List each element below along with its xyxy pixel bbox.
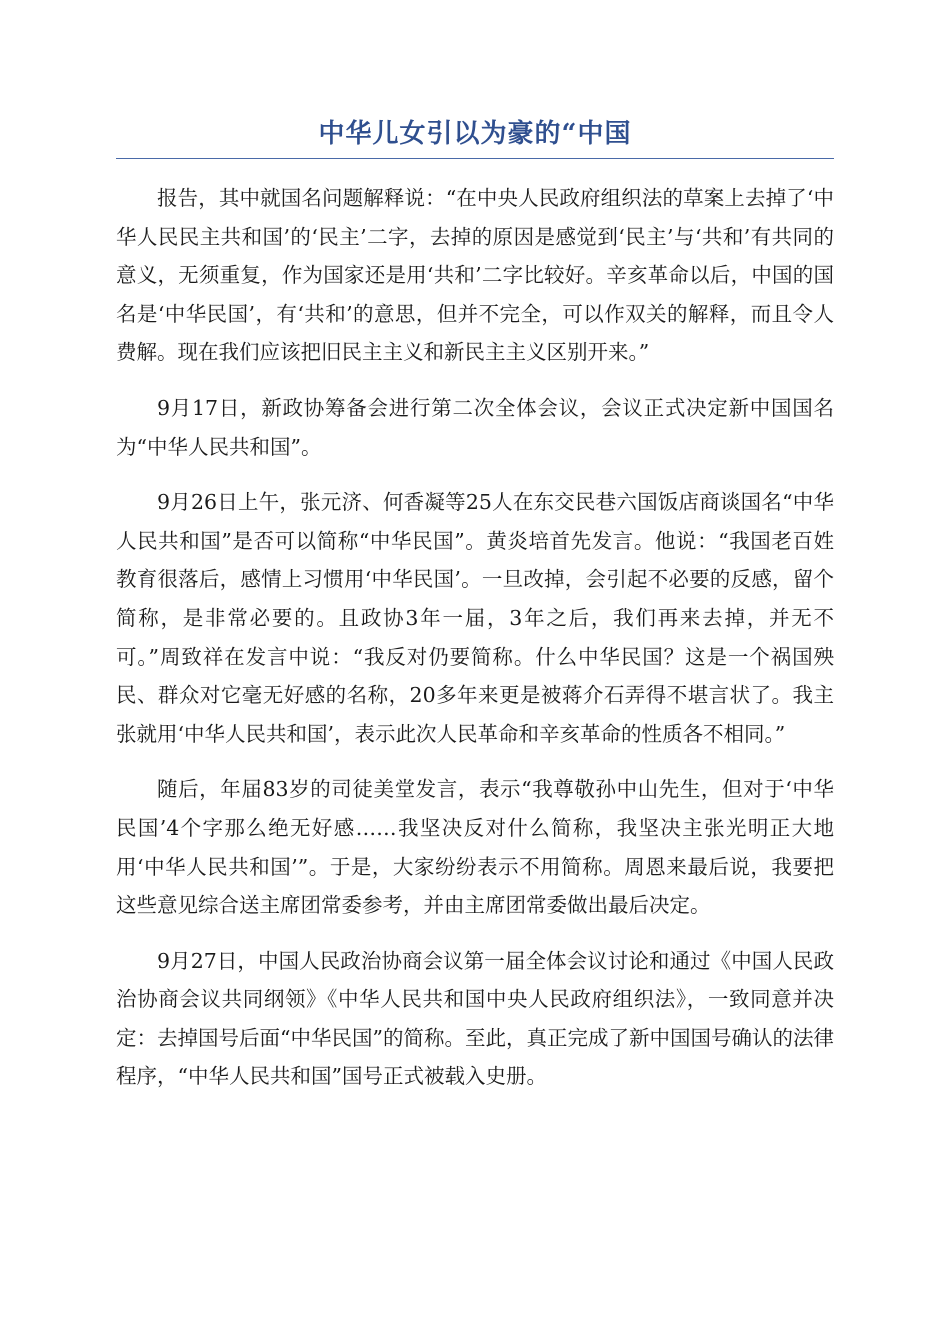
paragraph-1: 报告，其中就国名问题解释说：“在中央人民政府组织法的草案上去掉了‘中华人民民主共和国’的‘民主’二字，去掉的原因是感觉到‘民主’与‘共和’有共同的意义，无须重复，作为国家还是用‘共和’二字比较好。辛亥革命以后，中国的国名是‘中华民国’，有‘共和’的意思，但并不完全，可以作双关的解释，而且令人费解。现在我们应该把旧民主主义和新民主主义区别开来。” — [116, 186, 834, 365]
document-page — [116, 112, 834, 1113]
title-underline — [116, 158, 834, 159]
paragraph-4: 随后，年届83岁的司徒美堂发言，表示“我尊敬孙中山先生，但对于‘中华民国’4个字那么绝无好感……我坚决反对什么简称，我坚决主张光明正大地用‘中华人民共和国’”。于是，大家纷纷表示不用简称。周恩来最后说，我要把这些意见综合送主席团常委参考，并由主席团常委做出最后决定。 — [116, 777, 834, 918]
document-title: 中华儿女引以为豪的“中国 — [318, 119, 632, 149]
paragraph-2: 9月17日，新政协筹备会进行第二次全体会议，会议正式决定新中国国名为“中华人民共和国”。 — [116, 395, 834, 459]
paragraph-5: 9月27日，中国人民政治协商会议第一届全体会议讨论和通过《中国人民政治协商会议共同纲领》《中华人民共和国中央人民政府组织法》，一致同意并决定：去掉国号后面“中华民国”的简称。至此，真正完成了新中国国号确认的法律程序，“中华人民共和国”国号正式被载入史册。 — [116, 948, 834, 1089]
paragraph-3: 9月26日上午，张元济、何香凝等25人在东交民巷六国饭店商谈国名“中华人民共和国”是否可以简称“中华民国”。黄炎培首先发言。他说：“我国老百姓教育很落后，感情上习惯用‘中华民国’。一旦改掉，会引起不必要的反感，留个简称，是非常必要的。且政协3年一届，3年之后，我们再来去掉，并无不可。”周致祥在发言中说：“我反对仍要简称。什么中华民国？这是一个祸国殃民、群众对它毫无好感的名称，20多年来更是被蒋介石弄得不堪言状了。我主张就用‘中华人民共和国’，表示此次人民革命和辛亥革命的性质各不相同。” — [116, 490, 834, 746]
